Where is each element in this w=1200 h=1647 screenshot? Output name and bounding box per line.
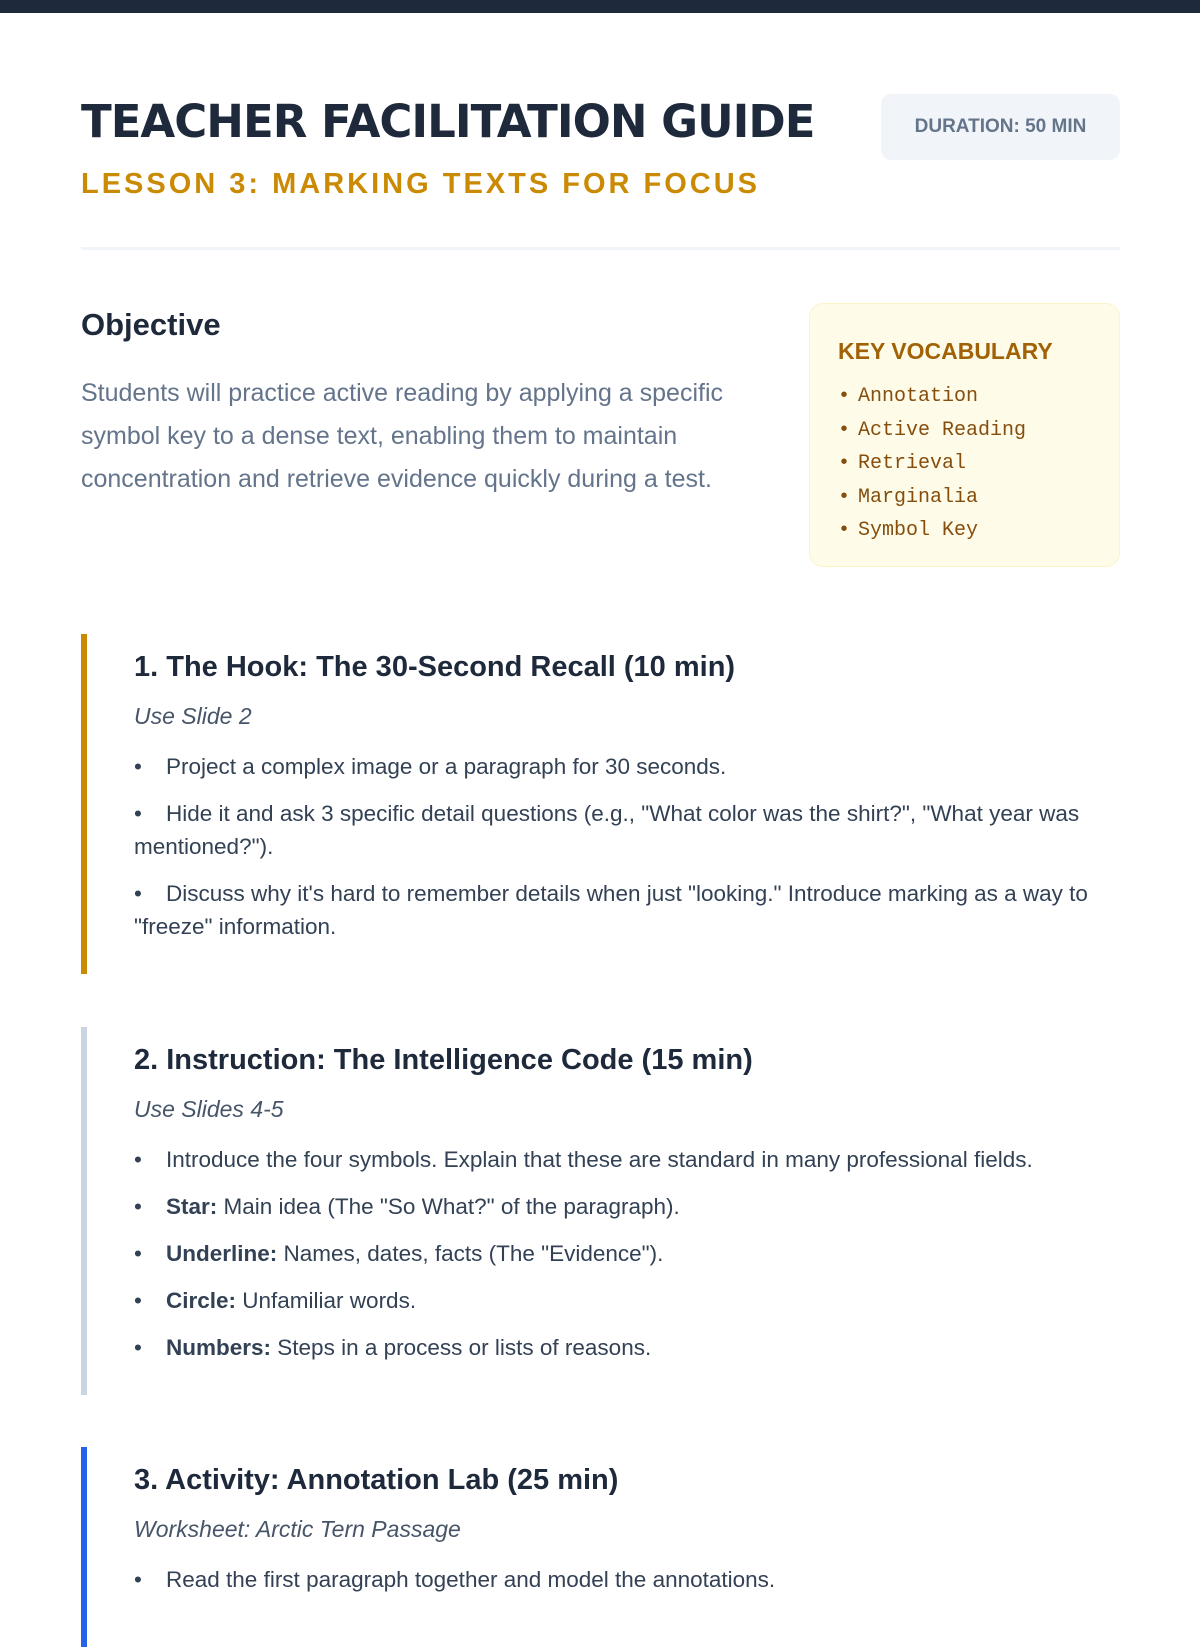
section-note: Worksheet: Arctic Tern Passage bbox=[134, 1516, 461, 1542]
objective-text: Students will practice active reading by applying a specific symbol key to a dense text, enabling them to maintain concentration and retrieve evidence quickly during a test. bbox=[81, 379, 724, 493]
section-hook bbox=[81, 634, 1120, 974]
header-divider bbox=[81, 247, 1120, 250]
list-item: • Circle: Unfamiliar words. bbox=[134, 1288, 417, 1313]
vocabulary-heading: KEY VOCABULARY bbox=[838, 338, 1053, 364]
vocabulary-term: Symbol Key bbox=[858, 519, 979, 542]
vocabulary-item: • Retrieval bbox=[838, 452, 967, 475]
vocabulary-term: Retrieval bbox=[858, 452, 967, 475]
vocabulary-item: • Marginalia bbox=[838, 485, 979, 509]
top-accent-bar bbox=[0, 0, 1200, 13]
section-list bbox=[134, 1143, 1120, 1364]
section-list bbox=[134, 1563, 1120, 1596]
key-vocabulary-box bbox=[809, 303, 1120, 567]
symbol-term: Circle: bbox=[166, 1288, 237, 1313]
objective-heading: Objective bbox=[81, 307, 221, 342]
vocabulary-item: • Symbol Key bbox=[838, 519, 979, 542]
list-item: • Introduce the four symbols. Explain that these are standard in many professional fields. bbox=[134, 1147, 1033, 1172]
list-item: • Underline: Names, dates, facts (The "Evidence"). bbox=[134, 1241, 664, 1266]
symbol-term: Numbers: bbox=[166, 1335, 272, 1360]
section-heading: 2. Instruction: The Intelligence Code (15 min) bbox=[134, 1044, 753, 1076]
symbol-term: Underline: bbox=[166, 1241, 278, 1266]
section-heading: 3. Activity: Annotation Lab (25 min) bbox=[134, 1464, 619, 1496]
list-item: • Hide it and ask 3 specific detail questions (e.g., "What color was the shirt?", "What year was mentioned?"). bbox=[134, 801, 1080, 859]
section-list bbox=[134, 750, 1120, 943]
section-heading: 1. The Hook: The 30-Second Recall (10 min) bbox=[134, 651, 736, 683]
section-note: Use Slides 4-5 bbox=[134, 1096, 284, 1122]
vocabulary-term: Annotation bbox=[858, 385, 979, 408]
duration-badge: DURATION: 50 MIN bbox=[881, 94, 1120, 160]
list-item: • Star: Main idea (The "So What?" of the paragraph). bbox=[134, 1194, 680, 1219]
vocabulary-item: • Annotation bbox=[838, 385, 979, 408]
section-note: Use Slide 2 bbox=[134, 703, 252, 729]
list-item: • Discuss why it's hard to remember details when just "looking." Introduce marking as a way to "freeze" information. bbox=[134, 881, 1088, 939]
list-item: • Project a complex image or a paragraph for 30 seconds. bbox=[134, 754, 727, 779]
lesson-subtitle: LESSON 3: MARKING TEXTS FOR FOCUS bbox=[81, 168, 761, 200]
list-item: • Read the first paragraph together and model the annotations. bbox=[134, 1567, 776, 1592]
vocabulary-list bbox=[838, 380, 1119, 548]
list-item: • Numbers: Steps in a process or lists of reasons. bbox=[134, 1335, 652, 1360]
page-title: TEACHER FACILITATION GUIDE bbox=[81, 95, 815, 148]
section-instruction bbox=[81, 1027, 1120, 1395]
vocabulary-item: • Active Reading bbox=[838, 418, 1027, 442]
vocabulary-term: Marginalia bbox=[858, 485, 979, 509]
section-activity bbox=[81, 1447, 1120, 1647]
symbol-term: Star: bbox=[166, 1194, 218, 1219]
vocabulary-term: Active Reading bbox=[858, 418, 1027, 442]
